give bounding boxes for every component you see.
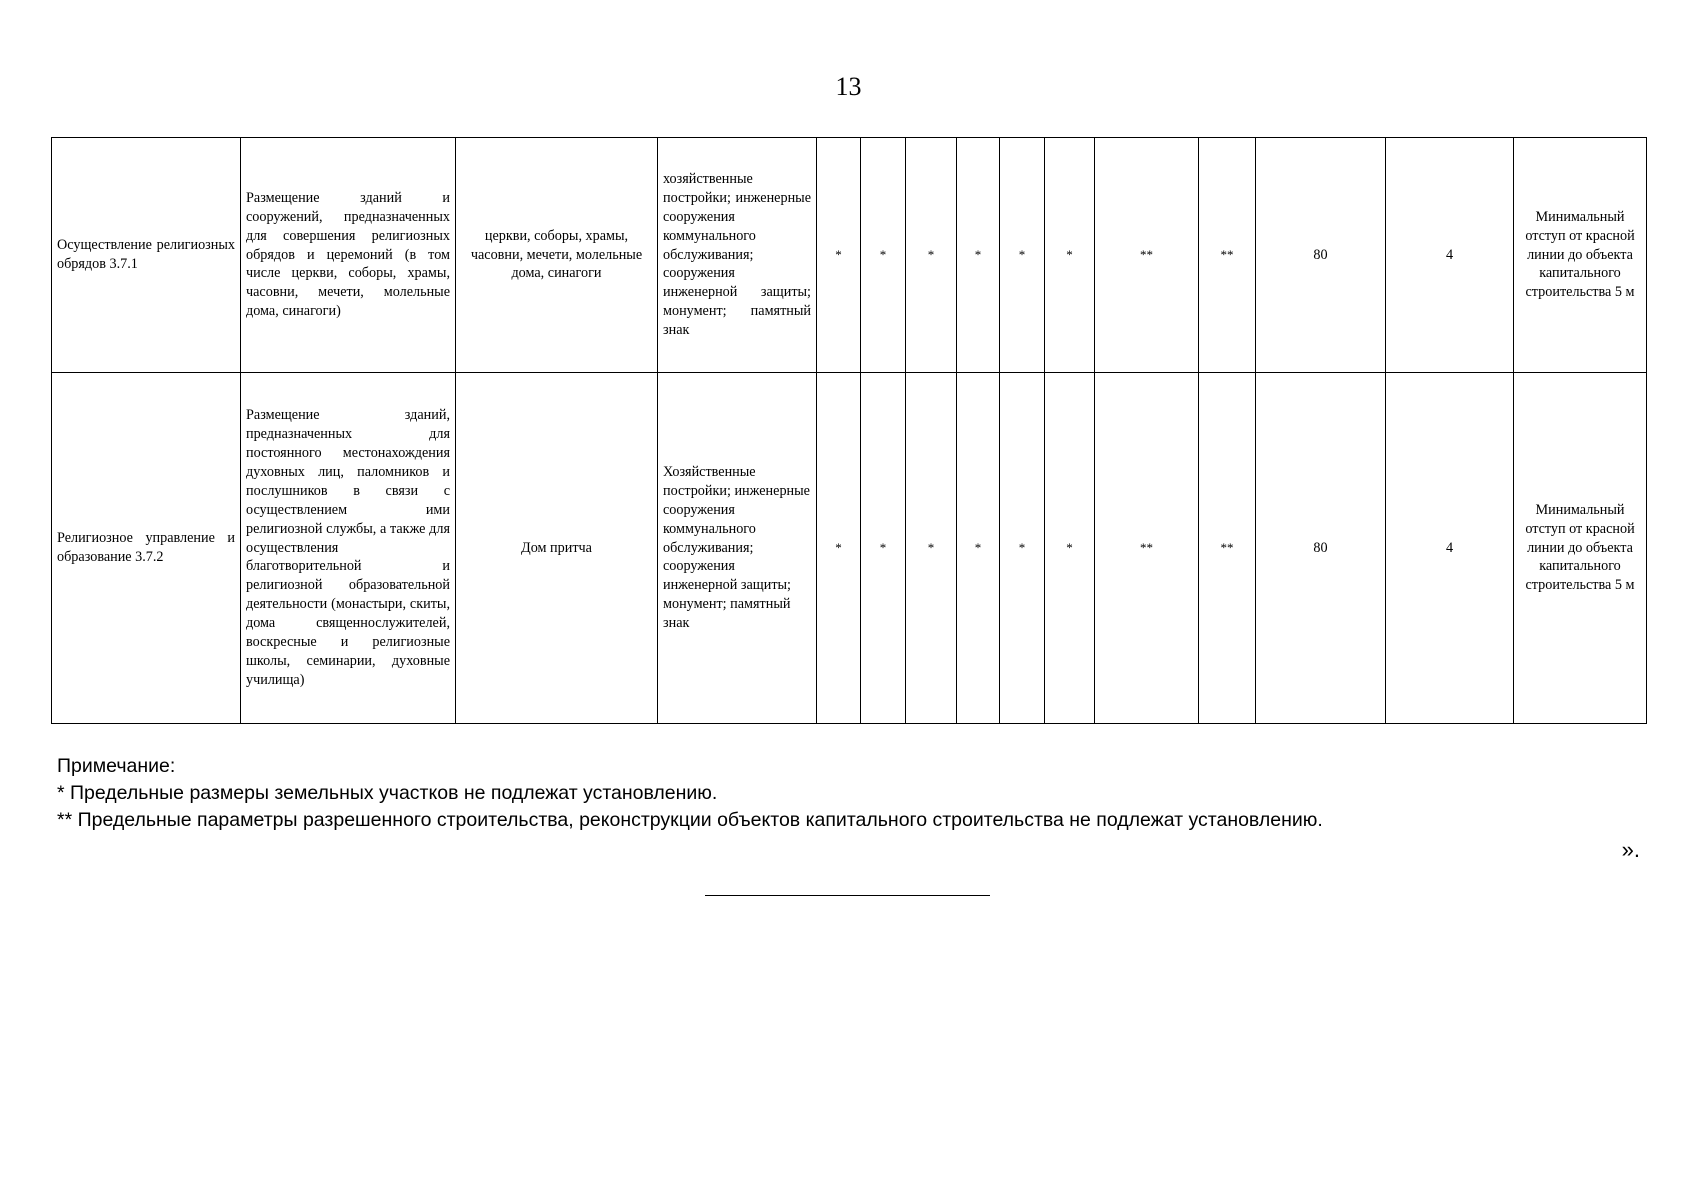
end-divider xyxy=(705,895,990,896)
note-line: ** Предельные параметры разрешенного строительства, реконструкции объектов капитального строительства не подлежат установлению. xyxy=(57,809,1323,831)
param-cell: ** xyxy=(1095,138,1199,373)
param-cell: * xyxy=(1000,138,1045,373)
param-cell: * xyxy=(906,138,957,373)
param-cell: * xyxy=(1045,373,1095,724)
page-number: 13 xyxy=(835,72,862,101)
main-uses: Дом притча xyxy=(456,373,658,724)
param-cell: * xyxy=(957,138,1000,373)
param-cell: * xyxy=(817,373,861,724)
coverage-value: 80 xyxy=(1256,138,1386,373)
use-type-name: Религиозное управление и образование 3.7.2 xyxy=(52,373,241,724)
floors-value: 4 xyxy=(1386,138,1514,373)
notes-heading: Примечание: xyxy=(57,755,176,777)
table-row xyxy=(52,138,1647,373)
use-type-name: Осуществление религиозных обрядов 3.7.1 xyxy=(52,138,241,373)
coverage-value: 80 xyxy=(1256,373,1386,724)
param-cell: ** xyxy=(1199,373,1256,724)
notes-section xyxy=(57,753,1647,834)
param-cell: * xyxy=(957,373,1000,724)
auxiliary-uses: хозяйственные постройки; инженерные сооружения коммунального обслуживания; сооружения инженерной защиты; монумент; памятный знак xyxy=(658,138,817,373)
param-cell: * xyxy=(1045,138,1095,373)
param-cell: * xyxy=(861,138,906,373)
param-cell: ** xyxy=(1095,373,1199,724)
floors-value: 4 xyxy=(1386,373,1514,724)
table-row xyxy=(52,373,1647,724)
param-cell: * xyxy=(1000,373,1045,724)
setback-note: Минимальный отступ от красной линии до объекта капитального строительства 5 м xyxy=(1514,373,1647,724)
note-line: * Предельные размеры земельных участков не подлежат установлению. xyxy=(57,782,718,804)
use-type-description: Размещение зданий и сооружений, предназначенных для совершения религиозных обрядов и церемоний (в том числе церкви, соборы, храмы, часовни, мечети, молельные дома, синагоги) xyxy=(241,138,456,373)
use-type-description: Размещение зданий, предназначенных для постоянного местонахождения духовных лиц, паломников и послушников в связи с осуществлением ими религиозной службы, а также для осуществления благотворительной и религиозной образовательной деятельности (монастыри, скиты, дома священнослужителей, воскресные и религиозные школы, семинарии, духовные училища) xyxy=(241,373,456,724)
param-cell: * xyxy=(906,373,957,724)
auxiliary-uses: Хозяйственные постройки; инженерные сооружения коммунального обслуживания; сооружения инженерной защиты; монумент; памятный знак xyxy=(658,373,817,724)
setback-note: Минимальный отступ от красной линии до объекта капитального строительства 5 м xyxy=(1514,138,1647,373)
param-cell: ** xyxy=(1199,138,1256,373)
closing-quote: ». xyxy=(1621,837,1640,862)
land-use-table xyxy=(51,137,1647,724)
param-cell: * xyxy=(817,138,861,373)
param-cell: * xyxy=(861,373,906,724)
main-uses: церкви, соборы, храмы, часовни, мечети, молельные дома, синагоги xyxy=(456,138,658,373)
